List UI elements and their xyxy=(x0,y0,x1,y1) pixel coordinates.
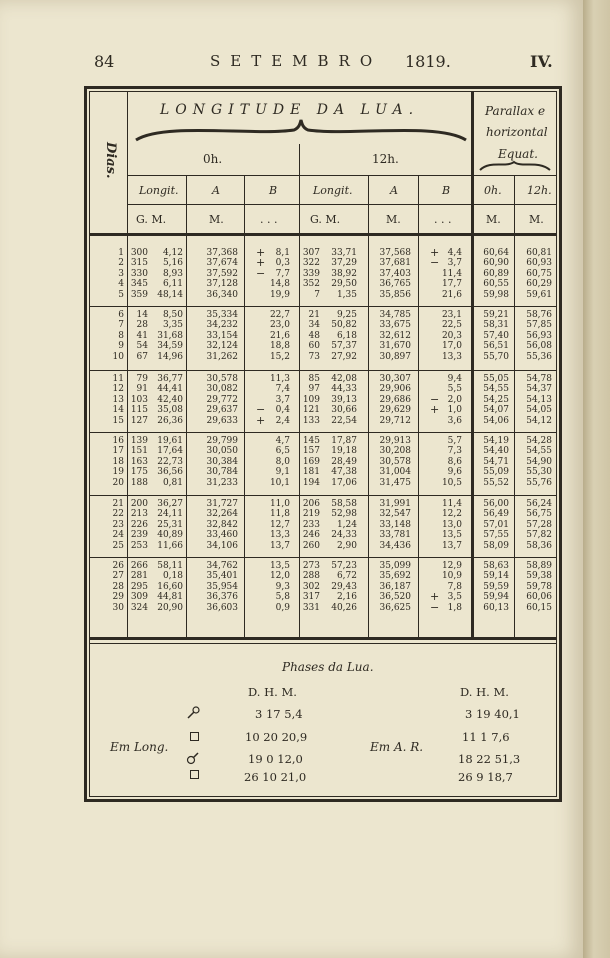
a-12-values: 30,307 29,906 29,686 29,629 29,712 xyxy=(379,374,411,426)
a-0-values: 30,578 30,082 29,772 29,637 29,633 xyxy=(206,374,238,426)
rule xyxy=(89,637,557,640)
parallax-title-2: horizontal xyxy=(486,125,548,139)
longit-0-degrees: 139 151 163 175 188 xyxy=(130,436,148,488)
longit-12-degrees: 145 157 169 181 194 xyxy=(302,436,320,488)
phase-ar-4: 26 9 18,7 xyxy=(458,770,513,784)
section-number: IV. xyxy=(530,52,553,71)
first-quarter-icon xyxy=(190,732,199,741)
b-0-signs xyxy=(256,499,260,551)
longit-0-minutes: 36,77 44,41 42,40 35,08 26,36 xyxy=(157,374,183,426)
a-0-values: 31,727 32,264 32,842 33,460 34,106 xyxy=(206,499,238,551)
day-numbers: 16 17 18 19 20 xyxy=(112,436,124,488)
day-numbers: 6 7 8 9 10 xyxy=(112,310,124,362)
longit-12-minutes: 58,58 52,98 1,24 24,33 2,90 xyxy=(331,499,357,551)
unit-m-p12: M. xyxy=(529,213,544,226)
half-12-label: 12h. xyxy=(372,152,399,166)
col-a-12: A xyxy=(390,184,398,197)
rule xyxy=(418,175,419,637)
col-a-0: A xyxy=(212,184,220,197)
rule xyxy=(471,91,474,637)
dias-label: Dias. xyxy=(103,142,118,179)
longit-12-degrees: 21 34 48 60 73 xyxy=(308,310,320,362)
b-12-signs: − + xyxy=(430,392,440,417)
parallax-12-values: 56,24 56,75 57,28 57,82 58,36 xyxy=(526,499,552,551)
longit-0-minutes: 36,27 24,11 25,31 40,89 11,66 xyxy=(157,499,183,551)
b-0-signs xyxy=(256,436,260,488)
col-plx-0: 0h. xyxy=(484,184,502,197)
longit-12-minutes: 42,08 44,33 39,13 30,66 22,54 xyxy=(331,374,357,426)
longit-12-minutes: 57,23 6,72 29,43 2,16 40,26 xyxy=(331,561,357,613)
col-longit-0: Longit. xyxy=(139,184,179,197)
longit-0-minutes: 58,11 0,18 16,60 44,81 20,90 xyxy=(157,561,183,613)
unit-gm-0: G. M. xyxy=(136,213,167,226)
table-title: LONGITUDE DA LUA. xyxy=(160,102,420,118)
rule xyxy=(514,175,515,637)
b-12-signs: + − xyxy=(430,590,440,614)
b-0-values: 8,1 0,3 7,7 14,8 19,9 xyxy=(269,248,290,300)
a-12-values: 37,568 37,681 37,403 36,765 35,856 xyxy=(379,248,411,300)
rule xyxy=(89,557,557,558)
a-0-values: 34,762 35,401 35,954 36,376 36,603 xyxy=(206,561,238,613)
longit-0-degrees: 79 91 103 115 127 xyxy=(130,374,148,426)
longit-0-degrees: 200 213 226 239 253 xyxy=(130,499,148,551)
day-numbers: 26 27 28 29 30 xyxy=(112,561,124,613)
rule xyxy=(89,306,557,307)
parallax-title-3: Equat. xyxy=(498,147,538,161)
b-0-values: 22,7 23,0 21,6 18,8 15,2 xyxy=(269,310,290,362)
rule xyxy=(299,144,300,637)
longit-12-minutes: 33,71 37,29 38,92 29,50 1,35 xyxy=(331,248,357,300)
b-0-values: 11,0 11,8 12,7 13,3 13,7 xyxy=(269,499,290,551)
new-moon-icon xyxy=(186,706,200,720)
parallax-0-values: 60,64 60,90 60,89 60,55 59,98 xyxy=(483,248,509,300)
last-quarter-icon xyxy=(190,770,199,779)
rule xyxy=(89,643,557,644)
full-moon-icon xyxy=(186,752,200,766)
b-12-values: 4,4 3,7 11,4 17,7 21,6 xyxy=(441,248,462,300)
b-0-values: 13,5 12,0 9,3 5,8 0,9 xyxy=(269,561,290,613)
a-12-values: 35,099 35,692 36,187 36,520 36,625 xyxy=(379,561,411,613)
dhm-label-ar: D. H. M. xyxy=(460,685,509,699)
longit-12-degrees: 273 288 302 317 331 xyxy=(302,561,320,613)
rule xyxy=(244,175,245,637)
rule xyxy=(127,91,128,637)
unit-dots-12: . . . xyxy=(434,213,452,226)
b-0-signs xyxy=(256,561,260,613)
unit-m-p0: M. xyxy=(486,213,501,226)
longit-12-minutes: 9,25 50,82 6,18 57,37 27,92 xyxy=(331,310,357,362)
longit-12-degrees: 206 219 233 246 260 xyxy=(302,499,320,551)
b-12-signs: + − xyxy=(430,246,440,270)
parallax-12-values: 60,81 60,93 60,75 60,29 59,61 xyxy=(526,248,552,300)
longit-0-minutes: 19,61 17,64 22,73 36,56 0,81 xyxy=(157,436,183,488)
col-b-0: B xyxy=(269,184,278,197)
b-0-values: 4,7 6,5 8,0 9,1 10,1 xyxy=(269,436,290,488)
em-long-label: Em Long. xyxy=(110,740,169,754)
parallax-0-values: 55,05 54,55 54,25 54,07 54,06 xyxy=(483,374,509,426)
longit-0-degrees: 266 281 295 309 324 xyxy=(130,561,148,613)
phase-long-4: 26 10 21,0 xyxy=(244,770,307,784)
rule xyxy=(127,175,557,176)
b-12-values: 5,7 7,3 8,6 9,6 10,5 xyxy=(441,436,462,488)
phases-title: Phases da Lua. xyxy=(282,660,374,674)
phase-ar-3: 18 22 51,3 xyxy=(458,752,521,766)
a-12-values: 34,785 33,675 32,612 31,670 30,897 xyxy=(379,310,411,362)
parallax-12-values: 58,89 59,38 59,78 60,06 60,15 xyxy=(526,561,552,613)
parallax-title-1: Parallax e xyxy=(485,104,546,118)
b-0-signs: + + − xyxy=(256,246,266,280)
rule xyxy=(89,432,557,433)
half-0-label: 0h. xyxy=(203,152,223,166)
b-0-signs: − + xyxy=(256,403,266,427)
phase-long-3: 19 0 12,0 xyxy=(248,752,303,766)
month-title: SETEMBRO xyxy=(210,52,383,70)
rule xyxy=(186,175,187,637)
phase-ar-2: 11 1 7,6 xyxy=(462,730,510,744)
unit-m-a0: M. xyxy=(209,213,224,226)
a-0-values: 29,799 30,050 30,384 30,784 31,233 xyxy=(206,436,238,488)
b-12-values: 12,9 10,9 7,8 3,5 1,8 xyxy=(441,561,462,613)
rule xyxy=(89,370,557,371)
page-edge xyxy=(583,0,610,958)
parallax-0-values: 56,00 56,49 57,01 57,55 58,09 xyxy=(483,499,509,551)
phase-long-2: 10 20 20,9 xyxy=(245,730,308,744)
em-ar-label: Em A. R. xyxy=(370,740,424,754)
b-0-values: 11,3 7,4 3,7 0,4 2,4 xyxy=(269,374,290,426)
rule xyxy=(89,233,557,236)
col-b-12: B xyxy=(442,184,451,197)
longit-0-degrees: 14 28 41 54 67 xyxy=(136,310,148,362)
b-0-signs xyxy=(256,310,260,362)
b-12-signs xyxy=(430,499,434,551)
parallax-0-values: 54,19 54,40 54,71 55,09 55,52 xyxy=(483,436,509,488)
day-numbers: 1 2 3 4 5 xyxy=(118,248,124,300)
phase-ar-1: 3 19 40,1 xyxy=(465,707,520,721)
a-12-values: 31,991 32,547 33,148 33,781 34,436 xyxy=(379,499,411,551)
longit-12-degrees: 307 322 339 352 7 xyxy=(302,248,320,300)
b-12-signs xyxy=(430,310,434,362)
parallax-12-values: 58,76 57,85 56,93 56,08 55,36 xyxy=(526,310,552,362)
unit-dots-0: . . . xyxy=(260,213,278,226)
a-0-values: 37,368 37,674 37,592 37,128 36,340 xyxy=(206,248,238,300)
parallax-0-values: 58,63 59,14 59,59 59,94 60,13 xyxy=(483,561,509,613)
unit-gm-12: G. M. xyxy=(310,213,341,226)
b-12-values: 11,4 12,2 13,0 13,5 13,7 xyxy=(441,499,462,551)
day-numbers: 11 12 13 14 15 xyxy=(112,374,124,426)
page-number: 84 xyxy=(94,52,115,71)
longit-12-degrees: 85 97 109 121 133 xyxy=(302,374,320,426)
col-longit-12: Longit. xyxy=(313,184,353,197)
parallax-0-values: 59,21 58,31 57,40 56,51 55,70 xyxy=(483,310,509,362)
b-12-values: 9,4 5,5 2,0 1,0 3,6 xyxy=(447,374,462,426)
b-12-values: 23,1 22,5 20,3 17,0 13,3 xyxy=(441,310,462,362)
parallax-12-values: 54,28 54,55 54,90 55,30 55,76 xyxy=(526,436,552,488)
brace-ornament xyxy=(134,118,468,148)
parallax-12-values: 54,78 54,37 54,13 54,05 54,12 xyxy=(526,374,552,426)
unit-m-a12: M. xyxy=(386,213,401,226)
year: 1819. xyxy=(405,52,451,71)
day-numbers: 21 22 23 24 25 xyxy=(112,499,124,551)
longit-0-minutes: 4,12 5,16 8,93 6,11 48,14 xyxy=(157,248,183,300)
col-plx-12: 12h. xyxy=(527,184,552,197)
a-0-values: 35,334 34,232 33,154 32,124 31,262 xyxy=(206,310,238,362)
rule xyxy=(368,175,369,637)
rule xyxy=(89,495,557,496)
rule xyxy=(127,204,557,205)
a-12-values: 29,913 30,208 30,578 31,004 31,475 xyxy=(379,436,411,488)
longit-0-minutes: 8,50 3,35 31,68 34,59 14,96 xyxy=(157,310,183,362)
longit-12-minutes: 17,87 19,18 28,49 47,38 17,06 xyxy=(331,436,357,488)
phase-long-1: 3 17 5,4 xyxy=(255,707,303,721)
b-12-signs xyxy=(430,436,434,488)
longit-0-degrees: 300 315 330 345 359 xyxy=(130,248,148,300)
dhm-label-long: D. H. M. xyxy=(248,685,297,699)
